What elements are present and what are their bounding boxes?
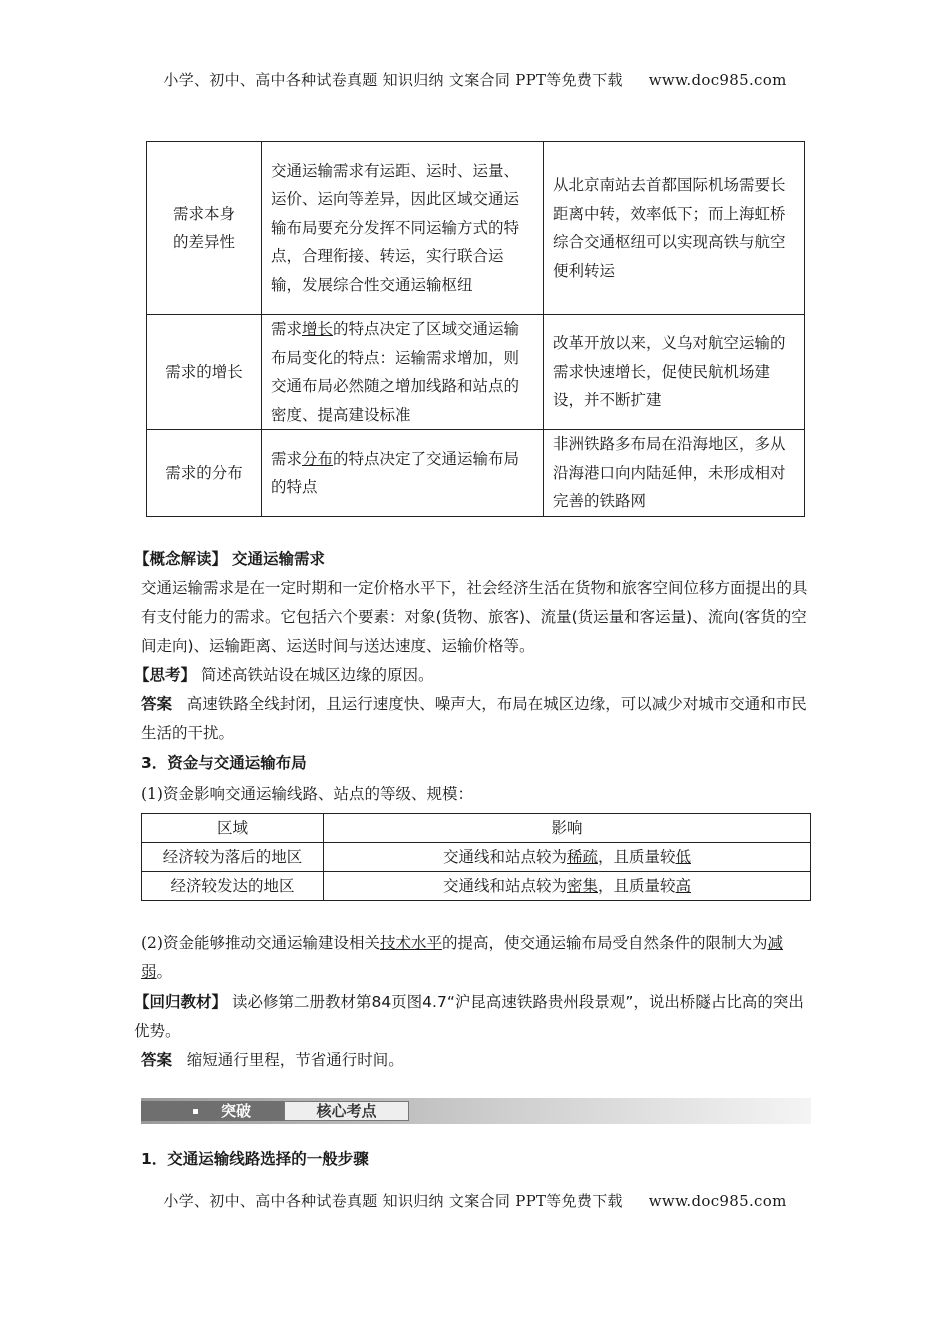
table-row bbox=[147, 430, 805, 517]
table-row bbox=[142, 872, 811, 901]
section3-title: 3．资金与交通运输布局 bbox=[141, 754, 307, 772]
desc-cell: 需求分布的特点决定了交通运输布局的特点 bbox=[262, 430, 544, 517]
concept-body: 交通运输需求是在一定时期和一定价格水平下，社会经济生活在货物和旅客空间位移方面提出的具有支付能力的需求。它包括六个要素：对象(货物、旅客)、流量(货运量和客运量)、流向(客货的空间走向)、运输距离、运送时间与送达速度、运输价格等。 bbox=[141, 579, 808, 655]
banner-left: 突破 bbox=[141, 1101, 284, 1121]
concept-heading: 【概念解读】 交通运输需求 bbox=[134, 550, 325, 568]
funding-table bbox=[141, 813, 811, 901]
table-header-row bbox=[142, 814, 811, 843]
footer-site: www.doc985.com bbox=[648, 1192, 787, 1210]
footer-text: 小学、初中、高中各种试卷真题 知识归纳 文案合同 PPT等免费下载 bbox=[163, 1192, 623, 1210]
table-row bbox=[147, 315, 805, 430]
factor-cell: 需求本身 的差异性 bbox=[147, 142, 262, 315]
impact-cell: 交通线和站点较为密集，且质量较高 bbox=[324, 872, 811, 901]
think-answer: 答案 高速铁路全线封闭，且运行速度快、噪声大，布局在城区边缘，可以减少对城市交通和市民生活的干扰。 bbox=[141, 695, 807, 742]
page-header bbox=[0, 69, 950, 90]
example-cell: 从北京南站去首都国际机场需要长距离中转，效率低下；而上海虹桥综合交通枢纽可以实现高铁与航空便利转运 bbox=[544, 142, 805, 315]
step-title: 1．交通运输线路选择的一般步骤 bbox=[141, 1150, 369, 1168]
example-cell: 非洲铁路多布局在沿海地区，多从沿海港口向内陆延伸，未形成相对完善的铁路网 bbox=[544, 430, 805, 517]
think-question: 【思考】 简述高铁站设在城区边缘的原因。 bbox=[134, 666, 434, 684]
return-answer: 答案 缩短通行里程，节省通行时间。 bbox=[141, 1051, 404, 1069]
region-cell: 经济较发达的地区 bbox=[142, 872, 324, 901]
return-question: 【回归教材】 读必修第二册教材第84页图4.7“沪昆高速铁路贵州段景观”，说出桥隧占比高的突出优势。 bbox=[134, 993, 804, 1040]
desc-cell: 需求增长的特点决定了区域交通运输布局变化的特点：运输需求增加，则交通布局必然随之增加线路和站点的密度、提高建设标准 bbox=[262, 315, 544, 430]
table-row bbox=[147, 142, 805, 315]
section3-p2: (2)资金能够推动交通运输建设相关技术水平的提高，使交通运输布局受自然条件的限制大为减弱。 bbox=[141, 934, 784, 981]
demand-table bbox=[146, 141, 805, 517]
region-cell: 经济较为落后的地区 bbox=[142, 843, 324, 872]
col-header-region: 区域 bbox=[142, 814, 324, 843]
section3-p1: (1)资金影响交通运输线路、站点的等级、规模： bbox=[141, 785, 473, 803]
example-cell: 改革开放以来，义乌对航空运输的需求快速增长，促使民航机场建设，并不断扩建 bbox=[544, 315, 805, 430]
section-banner bbox=[141, 1098, 811, 1124]
impact-cell: 交通线和站点较为稀疏，且质量较低 bbox=[324, 843, 811, 872]
col-header-impact: 影响 bbox=[324, 814, 811, 843]
header-text: 小学、初中、高中各种试卷真题 知识归纳 文案合同 PPT等免费下载 bbox=[163, 71, 623, 89]
table-row bbox=[142, 843, 811, 872]
factor-cell: 需求的增长 bbox=[147, 315, 262, 430]
header-site: www.doc985.com bbox=[648, 71, 787, 89]
banner-right: 核心考点 bbox=[284, 1101, 409, 1121]
desc-cell: 交通运输需求有运距、运时、运量、运价、运向等差异，因此区域交通运输布局要充分发挥不同运输方式的特点，合理衔接、转运，实行联合运输，发展综合性交通运输枢纽 bbox=[262, 142, 544, 315]
factor-cell: 需求的分布 bbox=[147, 430, 262, 517]
square-icon bbox=[193, 1109, 198, 1114]
page-footer bbox=[0, 1190, 950, 1211]
